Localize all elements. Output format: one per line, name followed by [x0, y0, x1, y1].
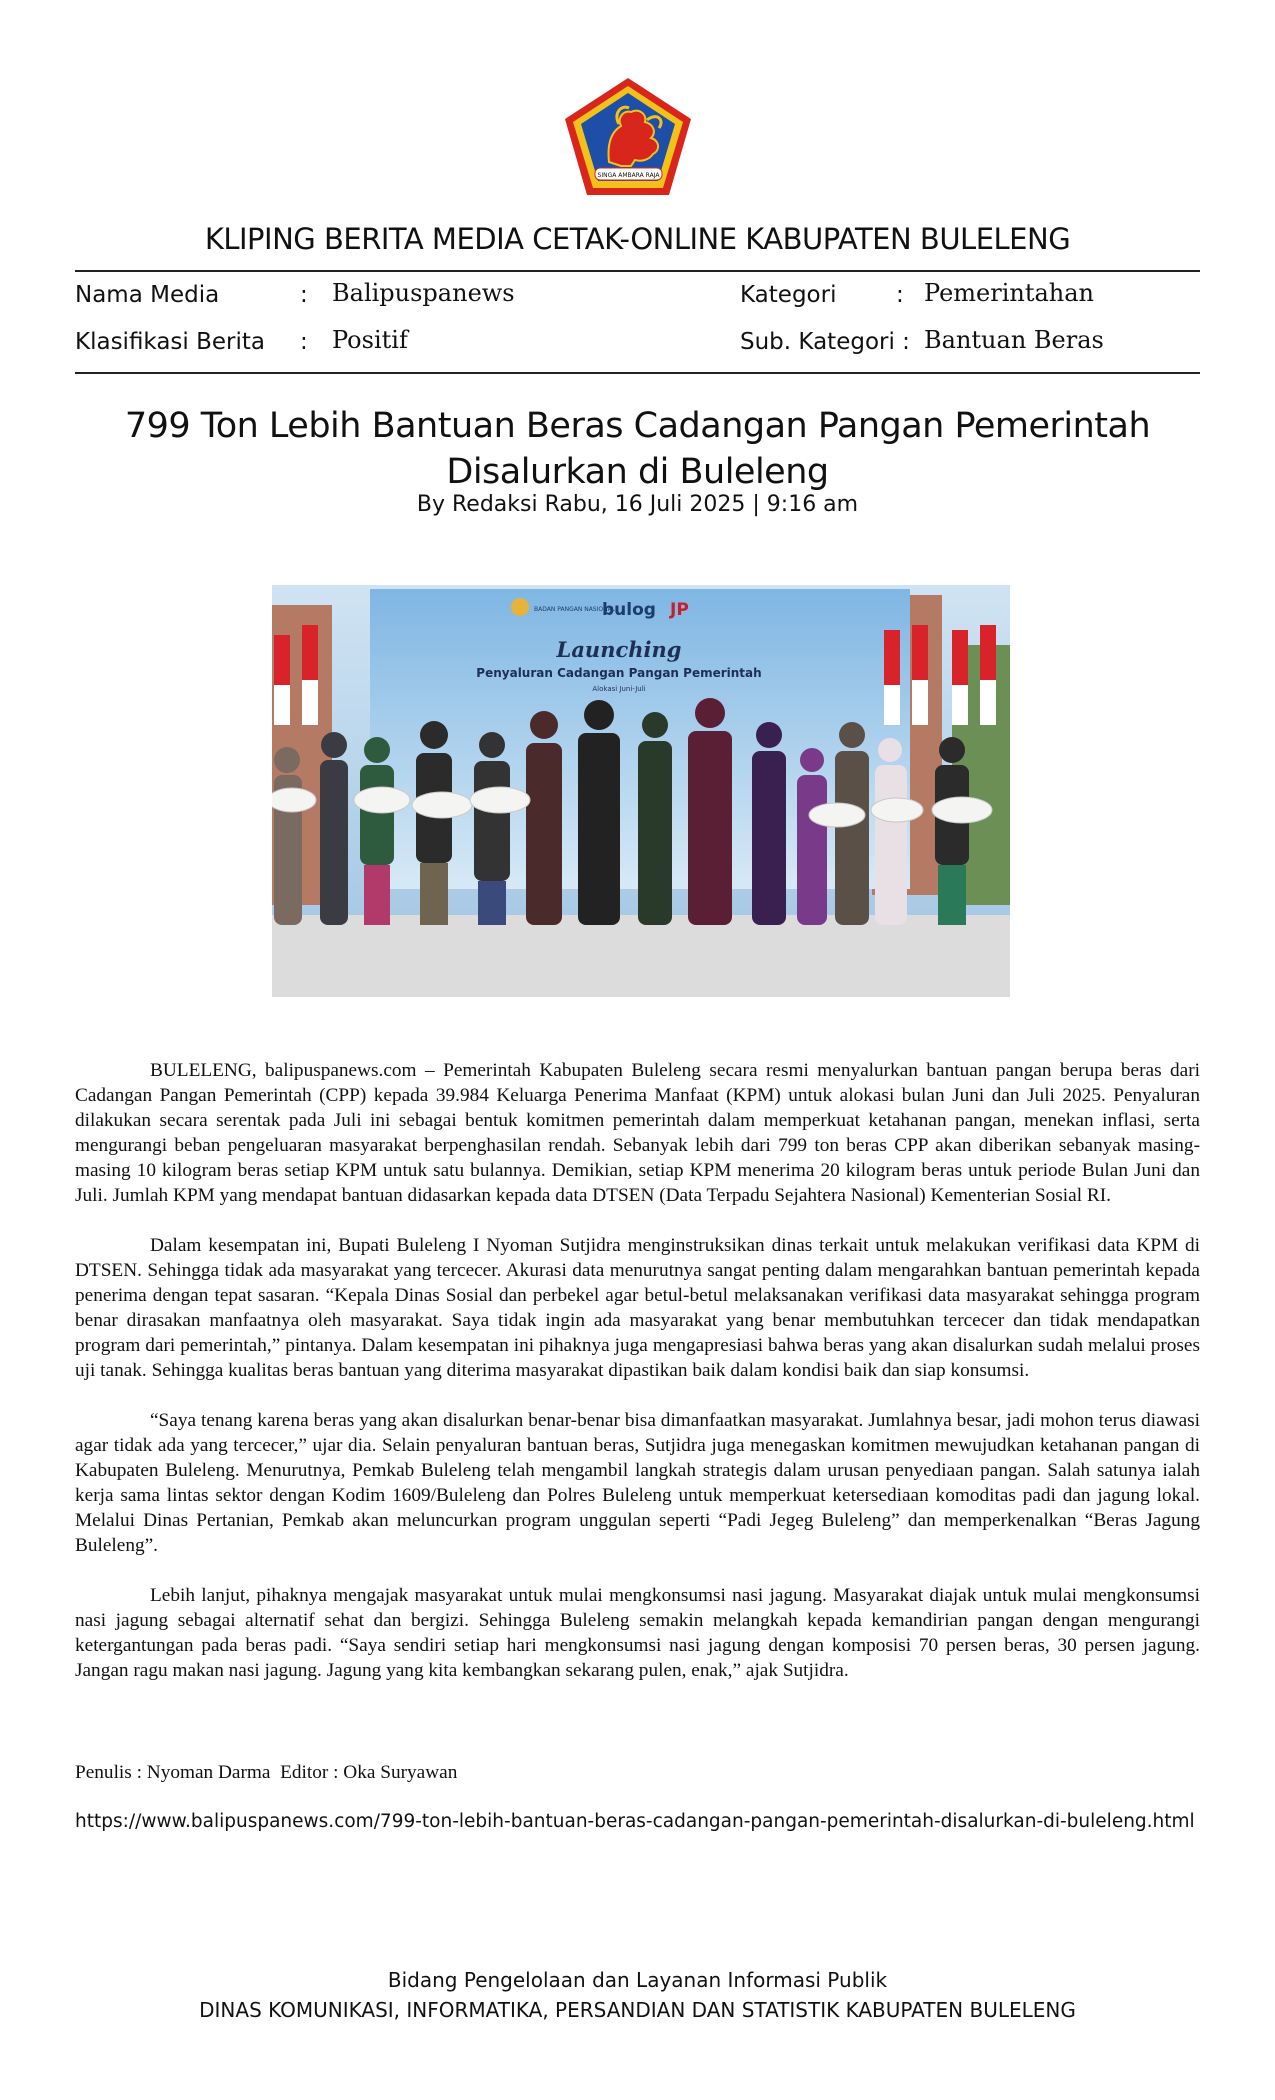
- category-label: Kategori: [740, 282, 837, 308]
- footer-agency: DINAS KOMUNIKASI, INFORMATIKA, PERSANDIAN DAN STATISTIK KABUPATEN BULELENG: [199, 1998, 1076, 2022]
- footer-division: Bidang Pengelolaan dan Layanan Informasi Publik: [387, 1968, 888, 1992]
- classification-colon: :: [300, 329, 308, 355]
- banner-logo-jp: JP: [670, 600, 689, 620]
- subcategory-label: Sub. Kategori :: [740, 329, 910, 355]
- banner-logo-bpn: BADAN PANGAN NASIONAL: [534, 606, 616, 613]
- clipping-header-title: KLIPING BERITA MEDIA CETAK-ONLINE KABUPATEN BULELENG: [204, 222, 1071, 256]
- article-byline: By Redaksi Rabu, 16 Juli 2025 | 9:16 am: [416, 492, 859, 517]
- banner-launching-text: Launching: [556, 637, 682, 662]
- banner-logo-bulog: bulog: [602, 600, 656, 620]
- bottom-divider: [75, 372, 1200, 374]
- source-url: https://www.balipuspanews.com/799-ton-lebih-bantuan-beras-cadangan-pangan-pemerintah-disalurkan-di-buleleng.html: [75, 1811, 1195, 1832]
- banner-small-text: Alokasi Juni-Juli: [592, 685, 646, 693]
- article-body: [75, 1058, 1200, 1708]
- top-divider: [75, 270, 1200, 272]
- article-paragraph: Lebih lanjut, pihaknya mengajak masyarakat untuk mulai mengkonsumsi nasi jagung. Masyarakat diajak untuk mulai mengkonsumsi nasi jagung sebagai alternatif sehat dan bergizi. Sehingga Buleleng semakin melangkah kepada kemandirian pangan dengan mengurangi ketergantungan pada beras padi. “Saya sendiri setiap hari mengkonsumsi nasi jagung dengan komposisi 70 persen beras, 30 persen jagung. Jangan ragu makan nasi jagung. Jagung yang kita kembangkan sekarang pulen, enak,” ajak Sutjidra.: [75, 1585, 1200, 1681]
- article-paragraph: BULELENG, balipuspanews.com – Pemerintah Kabupaten Buleleng secara resmi menyalurkan bantuan pangan berupa beras dari Cadangan Pangan Pemerintah (CPP) kepada 39.984 Keluarga Penerima Manfaat (KPM) untuk alokasi bulan Juni dan Juli 2025. Penyaluran dilakukan secara serentak pada Juli ini sebagai bentuk komitmen pemerintah dalam memperkuat ketahanan pangan, menekan inflasi, serta mengurangi beban pengeluaran masyarakat berpenghasilan rendah. Sebanyak lebih dari 799 ton beras CPP akan diberikan sebanyak masing-masing 10 kilogram beras setiap KPM untuk satu bulannya. Demikian, setiap KPM menerima 20 kilogram beras untuk periode Bulan Juni dan Juli. Jumlah KPM yang mendapat bantuan didasarkan kepada data DTSEN (Data Terpadu Sejahtera Nasional) Kementerian Sosial RI.: [75, 1060, 1200, 1206]
- classification-value: Positif: [332, 326, 408, 354]
- logo-motto-text: SINGA AMBARA RAJA: [597, 172, 660, 179]
- media-colon: :: [300, 282, 308, 308]
- article-photo: [272, 585, 1010, 997]
- category-value: Pemerintahan: [924, 279, 1095, 307]
- media-value: Balipuspanews: [332, 279, 515, 307]
- subcategory-value: Bantuan Beras: [924, 326, 1104, 354]
- article-paragraph: “Saya tenang karena beras yang akan disalurkan benar-benar bisa dimanfaatkan masyarakat. Jumlahnya besar, jadi mohon terus diawasi agar tidak ada yang tercecer,” ujar dia. Selain penyaluran bantuan beras, Sutjidra juga menegaskan komitmen mewujudkan ketahanan pangan di Kabupaten Buleleng. Menurutnya, Pemkab Buleleng telah mengambil langkah strategis dalam urusan penyediaan pangan. Salah satunya ialah kerja sama lintas sektor dengan Kodim 1609/Buleleng dan Polres Buleleng untuk memperkuat ketersediaan komoditas padi dan jagung lokal. Melalui Dinas Pertanian, Pemkab akan meluncurkan program unggulan seperti “Padi Jegeg Buleleng” dan memperkenalkan “Beras Jagung Buleleng”.: [75, 1410, 1200, 1556]
- article-title: 799 Ton Lebih Bantuan Beras Cadangan Pangan Pemerintah Disalurkan di Buleleng: [124, 406, 1151, 492]
- banner-subtitle-text: Penyaluran Cadangan Pangan Pemerintah: [476, 666, 762, 680]
- author-editor-credit: Penulis : Nyoman Darma Editor : Oka Suryawan: [75, 1762, 458, 1783]
- media-label: Nama Media: [75, 282, 220, 308]
- classification-label: Klasifikasi Berita: [75, 329, 266, 355]
- category-colon: :: [896, 282, 904, 308]
- buleleng-emblem-logo: [561, 74, 696, 199]
- article-paragraph: Dalam kesempatan ini, Bupati Buleleng I Nyoman Sutjidra menginstruksikan dinas terkait untuk melakukan verifikasi data KPM di DTSEN. Sehingga tidak ada masyarakat yang tercecer. Akurasi data menurutnya sangat penting dalam mengarahkan bantuan pemerintah kepada penerima dengan tepat sasaran. “Kepala Dinas Sosial dan perbekel agar betul-betul melaksanakan verifikasi data masyarakat sehingga program benar dirasakan manfaatnya oleh masyarakat. Saya tidak ingin ada masyarakat yang benar membutuhkan tercecer dan tidak mendapatkan program dari pemerintah,” pintanya. Dalam kesempatan ini pihaknya juga mengapresiasi bahwa beras yang akan disalurkan sudah melalui proses uji tanak. Sehingga kualitas beras bantuan yang diterima masyarakat dipastikan baik dalam kondisi baik dan siap konsumsi.: [75, 1235, 1200, 1381]
